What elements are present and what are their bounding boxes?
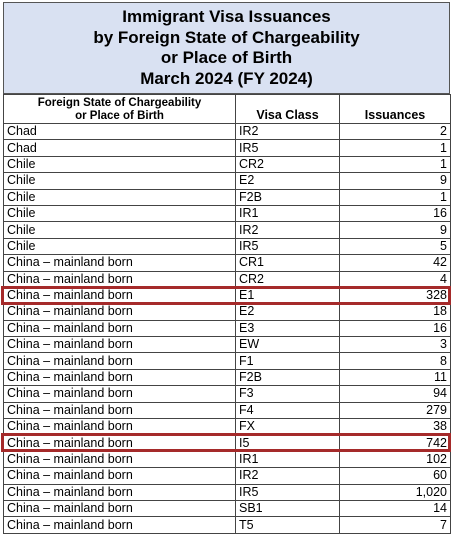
visa-issuance-sheet — [3, 2, 450, 534]
issuances-cell: 328 — [340, 287, 451, 303]
table-row — [4, 484, 451, 500]
issuances-cell: 42 — [340, 255, 451, 271]
visa-class-cell: E3 — [236, 320, 340, 336]
table-header-row — [4, 95, 451, 124]
issuances-cell: 742 — [340, 435, 451, 451]
visa-class-cell: IR5 — [236, 484, 340, 500]
visa-class-cell: F4 — [236, 402, 340, 418]
visa-class-cell: IR2 — [236, 124, 340, 140]
visa-class-cell: SB1 — [236, 500, 340, 516]
country-cell: Chile — [4, 173, 236, 189]
country-cell: China – mainland born — [4, 304, 236, 320]
country-cell: Chad — [4, 124, 236, 140]
visa-class-cell: FX — [236, 419, 340, 435]
table-row — [4, 271, 451, 287]
report-title-line-3: or Place of Birth — [160, 48, 293, 67]
visa-class-cell: CR2 — [236, 156, 340, 172]
issuances-cell: 4 — [340, 271, 451, 287]
visa-class-cell: IR1 — [236, 205, 340, 221]
table-row — [4, 402, 451, 418]
issuances-cell: 18 — [340, 304, 451, 320]
visa-class-cell: IR2 — [236, 468, 340, 484]
issuances-cell: 7 — [340, 517, 451, 533]
country-cell: China – mainland born — [4, 419, 236, 435]
visa-class-cell: T5 — [236, 517, 340, 533]
table-row — [4, 255, 451, 271]
issuances-cell: 279 — [340, 402, 451, 418]
visa-class-cell: F2B — [236, 369, 340, 385]
country-cell: China – mainland born — [4, 517, 236, 533]
table-row — [4, 124, 451, 140]
table-row — [4, 517, 451, 533]
table-row — [4, 304, 451, 320]
issuances-cell: 1,020 — [340, 484, 451, 500]
table-row — [4, 435, 451, 451]
issuances-cell: 9 — [340, 222, 451, 238]
issuances-cell: 2 — [340, 124, 451, 140]
issuances-cell: 60 — [340, 468, 451, 484]
country-header-line-1: Foreign State of Chargeability — [37, 97, 202, 109]
table-row — [4, 156, 451, 172]
country-cell: China – mainland born — [4, 271, 236, 287]
report-title-line-2: by Foreign State of Chargeability — [93, 27, 360, 47]
report-title-box — [3, 2, 450, 94]
table-row — [4, 189, 451, 205]
report-title-line-4: March 2024 (FY 2024) — [140, 68, 313, 88]
issuance-table — [3, 94, 451, 534]
country-cell: Chile — [4, 222, 236, 238]
issuances-cell: 38 — [340, 419, 451, 435]
country-cell: China – mainland born — [4, 255, 236, 271]
issuances-cell: 14 — [340, 500, 451, 516]
issuances-column-header: Issuances — [340, 95, 451, 124]
issuances-cell: 16 — [340, 205, 451, 221]
table-row — [4, 140, 451, 156]
country-cell: China – mainland born — [4, 435, 236, 451]
issuances-cell: 3 — [340, 337, 451, 353]
table-row — [4, 287, 451, 303]
visa-class-cell: EW — [236, 337, 340, 353]
issuances-cell: 8 — [340, 353, 451, 369]
country-cell: Chile — [4, 238, 236, 254]
table-row — [4, 419, 451, 435]
visa-class-column-header: Visa Class — [236, 95, 340, 124]
visa-class-cell: E1 — [236, 287, 340, 303]
issuances-cell: 1 — [340, 156, 451, 172]
country-header-line-2: or Place of Birth — [75, 110, 164, 122]
issuances-cell: 1 — [340, 189, 451, 205]
table-row — [4, 205, 451, 221]
table-row — [4, 468, 451, 484]
report-title-line-1: Immigrant Visa Issuances — [122, 7, 331, 26]
country-cell: Chad — [4, 140, 236, 156]
visa-class-cell: I5 — [236, 435, 340, 451]
issuances-cell: 94 — [340, 386, 451, 402]
country-cell: Chile — [4, 205, 236, 221]
country-cell: China – mainland born — [4, 369, 236, 385]
visa-class-cell: F1 — [236, 353, 340, 369]
table-row — [4, 337, 451, 353]
country-cell: China – mainland born — [4, 402, 236, 418]
table-row — [4, 353, 451, 369]
country-cell: Chile — [4, 156, 236, 172]
country-cell: China – mainland born — [4, 451, 236, 467]
table-row — [4, 238, 451, 254]
table-row — [4, 320, 451, 336]
table-row — [4, 369, 451, 385]
issuances-cell: 1 — [340, 140, 451, 156]
country-cell: China – mainland born — [4, 500, 236, 516]
table-row — [4, 173, 451, 189]
country-cell: China – mainland born — [4, 287, 236, 303]
issuances-cell: 16 — [340, 320, 451, 336]
visa-class-cell: IR2 — [236, 222, 340, 238]
country-column-header — [4, 95, 236, 124]
table-row — [4, 500, 451, 516]
table-row — [4, 451, 451, 467]
issuances-cell: 9 — [340, 173, 451, 189]
table-row — [4, 222, 451, 238]
country-cell: China – mainland born — [4, 386, 236, 402]
country-cell: China – mainland born — [4, 353, 236, 369]
visa-class-cell: F2B — [236, 189, 340, 205]
visa-class-cell: F3 — [236, 386, 340, 402]
visa-class-cell: CR2 — [236, 271, 340, 287]
table-body — [4, 124, 451, 534]
country-cell: China – mainland born — [4, 468, 236, 484]
visa-class-cell: E2 — [236, 173, 340, 189]
country-cell: China – mainland born — [4, 484, 236, 500]
issuances-cell: 102 — [340, 451, 451, 467]
country-cell: China – mainland born — [4, 320, 236, 336]
visa-class-cell: IR5 — [236, 238, 340, 254]
country-cell: Chile — [4, 189, 236, 205]
table-row — [4, 386, 451, 402]
visa-class-cell: IR1 — [236, 451, 340, 467]
issuances-cell: 11 — [340, 369, 451, 385]
visa-class-cell: E2 — [236, 304, 340, 320]
visa-class-cell: CR1 — [236, 255, 340, 271]
issuances-cell: 5 — [340, 238, 451, 254]
visa-class-cell: IR5 — [236, 140, 340, 156]
country-cell: China – mainland born — [4, 337, 236, 353]
